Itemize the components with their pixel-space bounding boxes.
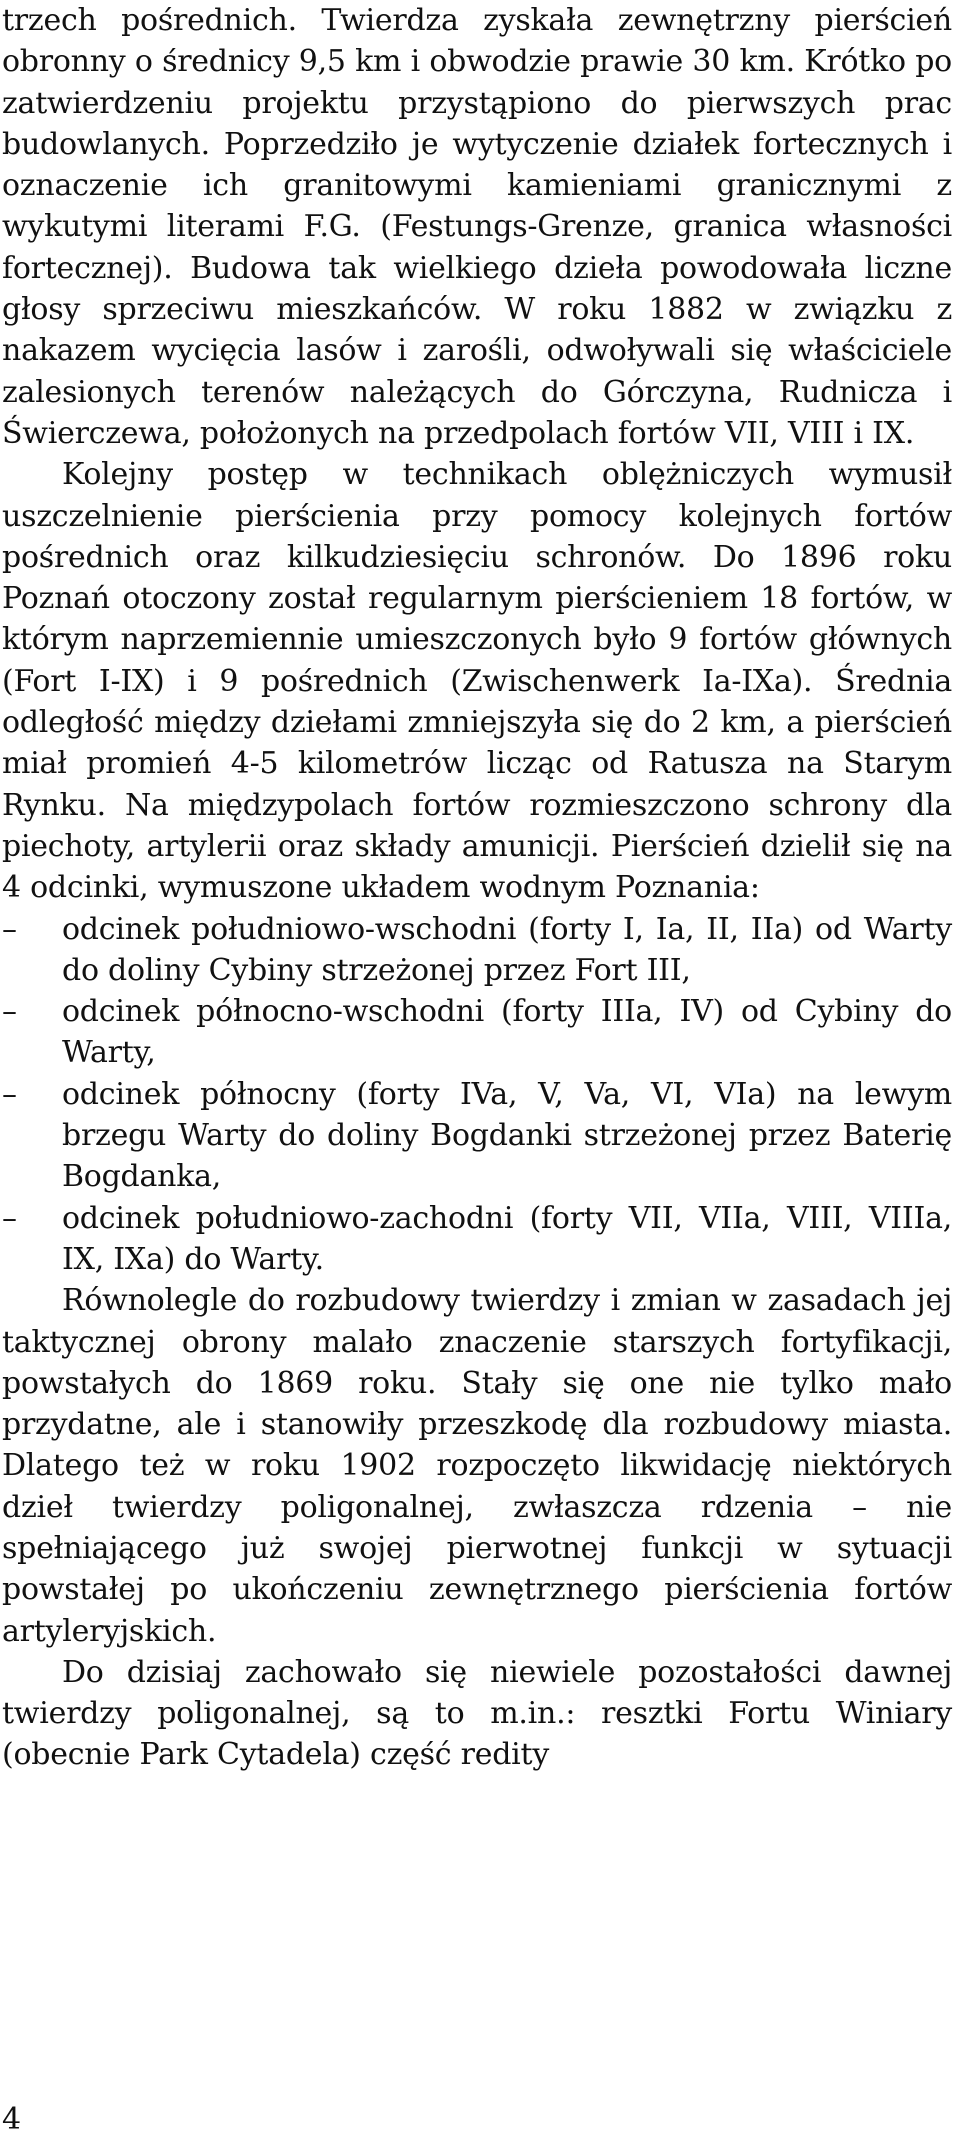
paragraph-remaining-fortifications: Do dzisiaj zachowało się niewiele pozostałości dawnej twierdzy poligonalnej, są to m.in.: resztki Fortu Winiary (obecnie Park Cytadela) część redity bbox=[2, 1654, 952, 1773]
fortress-sections-list bbox=[2, 909, 952, 1281]
list-item bbox=[2, 991, 952, 1074]
list-item-text: odcinek północno-wschodni (forty IIIa, IV) od Cybiny do Warty, bbox=[62, 994, 952, 1071]
list-item bbox=[2, 1198, 952, 1281]
paragraph-older-fortifications: Równolegle do rozbudowy twierdzy i zmian w zasadach jej taktycznej obrony malało znaczenie starszych fortyfikacji, powstałych do 1869 roku. Stały się one nie tylko mało przydatne, ale i stanowiły przeszkodę dla rozbudowy miasta. Dlatego też w roku 1902 rozpoczęto likwidację niektórych dzieł twierdzy poligonalnej, zwłaszcza rdzenia – nie spełniającego już swojej pierwotnej funkcji w sytuacji powstałej po ukończeniu zewnętrznego pierścienia fortów artyleryjskich. bbox=[2, 1283, 952, 1649]
document-body bbox=[2, 0, 952, 1776]
list-item-text: odcinek północny (forty IVa, V, Va, VI, VIa) na lewym brzegu Warty do doliny Bogdanki strzeżonej przez Baterię Bogdanka, bbox=[62, 1076, 952, 1195]
list-item bbox=[2, 1074, 952, 1198]
dash-bullet: – bbox=[2, 994, 17, 1030]
list-item-text: odcinek południowo-zachodni (forty VII, VIIa, VIII, VIIIa, IX, IXa) do Warty. bbox=[62, 1200, 952, 1277]
paragraph-fortress-ring-sealing: Kolejny postęp w technikach oblężniczych wymusił uszczelnienie pierścienia przy pomocy kolejnych fortów pośrednich oraz kilkudziesięciu schronów. Do 1896 roku Poznań otoczony został regularnym pierścieniem 18 fortów, w którym naprzemiennie umieszczonych było 9 fortów głównych (Fort I-IX) i 9 pośrednich (Zwischenwerk Ia-IXa). Średnia odległość między dziełami zmniejszyła się do 2 km, a pierścień miał promień 4-5 kilometrów licząc od Ratusza na Starym Rynku. Na międzypolach fortów rozmieszczono schrony dla piechoty, artylerii oraz składy amunicji. Pierścień dzielił się na 4 odcinki, wymuszone układem wodnym Poznania: bbox=[2, 457, 952, 906]
paragraph-fortress-ring-construction: trzech pośrednich. Twierdza zyskała zewnętrzny pierścień obronny o średnicy 9,5 km i obwodzie prawie 30 km. Krótko po zatwierdzeniu projektu przystąpiono do pierwszych prac budowlanych. Poprzedziło je wytyczenie działek fortecznych i oznaczenie ich granitowymi kamieniami granicznymi z wykutymi literami F.G. (Festungs-Grenze, granica własności fortecznej). Budowa tak wielkiego dzieła powodowała liczne głosy sprzeciwu mieszkańców. W roku 1882 w związku z nakazem wycięcia lasów i zarośli, odwoływali się właściciele zalesionych terenów należących do Górczyna, Rudnicza i Świerczewa, położonych na przedpolach fortów VII, VIII i IX. bbox=[2, 3, 952, 451]
document-page bbox=[2, 0, 952, 1776]
page-number: 4 bbox=[2, 2102, 22, 2137]
dash-bullet: – bbox=[2, 1076, 17, 1112]
list-item bbox=[2, 909, 952, 992]
dash-bullet: – bbox=[2, 1200, 17, 1236]
dash-bullet: – bbox=[2, 911, 17, 947]
list-item-text: odcinek południowo-wschodni (forty I, Ia, II, IIa) od Warty do doliny Cybiny strzeżonej przez Fort III, bbox=[62, 911, 952, 988]
